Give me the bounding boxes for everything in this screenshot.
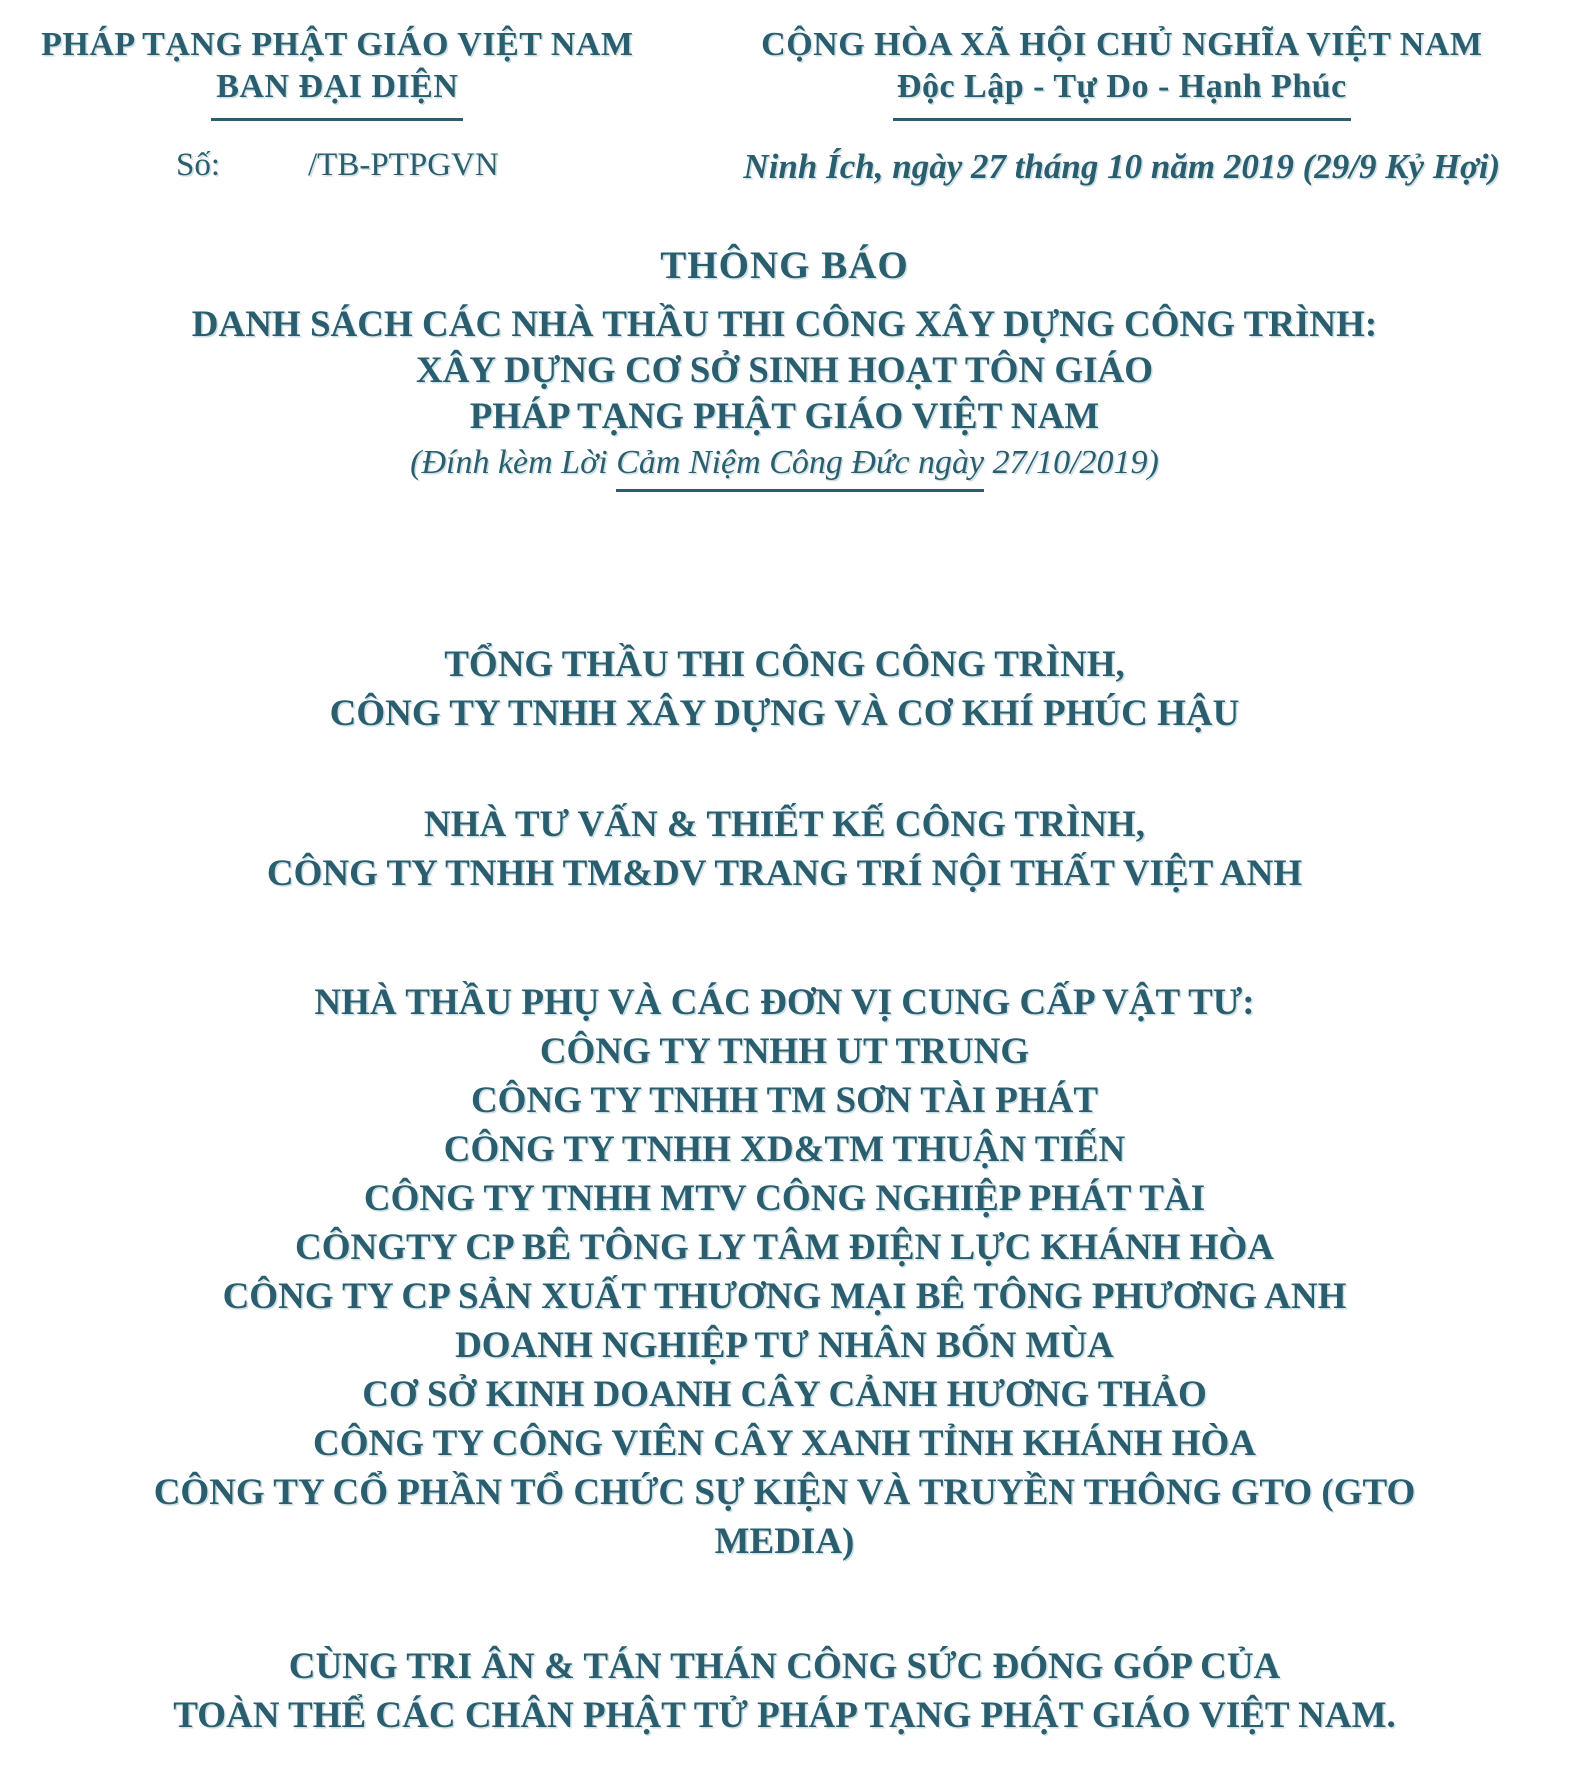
section-heading: NHÀ TƯ VẤN & THIẾT KẾ CÔNG TRÌNH, [424,804,1145,845]
company-line: CÔNG TY CP SẢN XUẤT THƯƠNG MẠI BÊ TÔNG PHƯƠNG ANH [222,1276,1347,1317]
ref-label: Số: [175,147,220,183]
company-line: CÔNG TY TNHH XÂY DỰNG VÀ CƠ KHÍ PHÚC HẬU [329,693,1240,734]
ref-date-row [0,147,1569,187]
company-line: CÔNGTY CP BÊ TÔNG LY TÂM ĐIỆN LỰC KHÁNH HÒA [295,1227,1274,1268]
national-motto-line: Độc Lập - Tự Do - Hạnh Phúc [896,68,1347,105]
closing-acknowledgement [140,1642,1430,1740]
org-unit-line: BAN ĐẠI DIỆN [216,68,459,105]
attachment-note-suffix: 27/10/2019) [984,444,1159,481]
company-line: CÔNG TY CÔNG VIÊN CÂY XANH TỈNH KHÁNH HÒA [313,1423,1256,1464]
national-name-line: CỘNG HÒA XÃ HỘI CHỦ NGHĨA VIỆT NAM [761,26,1483,63]
company-line: CÔNG TY TNHH UT TRUNG [539,1031,1030,1072]
closing-line: TOÀN THỂ CÁC CHÂN PHẬT TỬ PHÁP TẠNG PHẬT GIÁO VIỆT NAM. [173,1695,1396,1736]
subtitle-line: PHÁP TẠNG PHẬT GIÁO VIỆT NAM [469,396,1100,437]
company-line: CƠ SỞ KINH DOANH CÂY CẢNH HƯƠNG THẢO [362,1374,1207,1415]
subtitle-line: DANH SÁCH CÁC NHÀ THẦU THI CÔNG XÂY DỰNG CÔNG TRÌNH: [191,304,1378,345]
company-line: CÔNG TY TNHH XD&TM THUẬN TIẾN [443,1129,1126,1170]
company-line: CÔNG TY TNHH TM&DV TRANG TRÍ NỘI THẤT VIỆT ANH [266,853,1303,894]
org-underline-rule [211,118,463,121]
closing-line: CÙNG TRI ÂN & TÁN THÁN CÔNG SỨC ĐÓNG GÓP CỦA [288,1646,1281,1687]
company-line: DOANH NGHIỆP TƯ NHÂN BỐN MÙA [455,1325,1114,1366]
motto-underline-rule [893,118,1351,121]
document-header [0,24,1569,121]
company-line: CÔNG TY TNHH TM SƠN TÀI PHÁT [470,1080,1099,1121]
subcontractors-section [140,978,1430,1566]
national-header [675,24,1569,121]
subtitle-line: XÂY DỰNG CƠ SỞ SINH HOẠT TÔN GIÁO [415,350,1154,391]
place-date-line: Ninh Ích, ngày 27 tháng 10 năm 2019 (29/9 Kỷ Hợi) [743,147,1501,186]
attachment-note [0,444,1569,482]
section-heading: NHÀ THẦU PHỤ VÀ CÁC ĐƠN VỊ CUNG CẤP VẬT TƯ: [314,982,1255,1023]
general-contractor-section [140,640,1430,738]
org-name-line: PHÁP TẠNG PHẬT GIÁO VIỆT NAM [41,26,634,63]
company-line: CÔNG TY CỔ PHẦN TỔ CHỨC SỰ KIỆN VÀ TRUYỀN THÔNG GTO (GTO MEDIA) [153,1472,1416,1562]
ref-number-group [0,147,675,187]
org-header [0,24,675,121]
design-consultant-section [140,800,1430,898]
document-subtitle [0,302,1569,440]
document-title: THÔNG BÁO [660,244,909,287]
section-heading: TỔNG THẦU THI CÔNG CÔNG TRÌNH, [444,644,1125,685]
attachment-note-prefix: (Đính kèm Lời [410,444,617,481]
ref-number: /TB-PTPGVN [308,147,499,183]
company-line: CÔNG TY TNHH MTV CÔNG NGHIỆP PHÁT TÀI [363,1178,1206,1219]
attachment-note-underlined: Cảm Niệm Công Đức ngày [616,444,984,492]
